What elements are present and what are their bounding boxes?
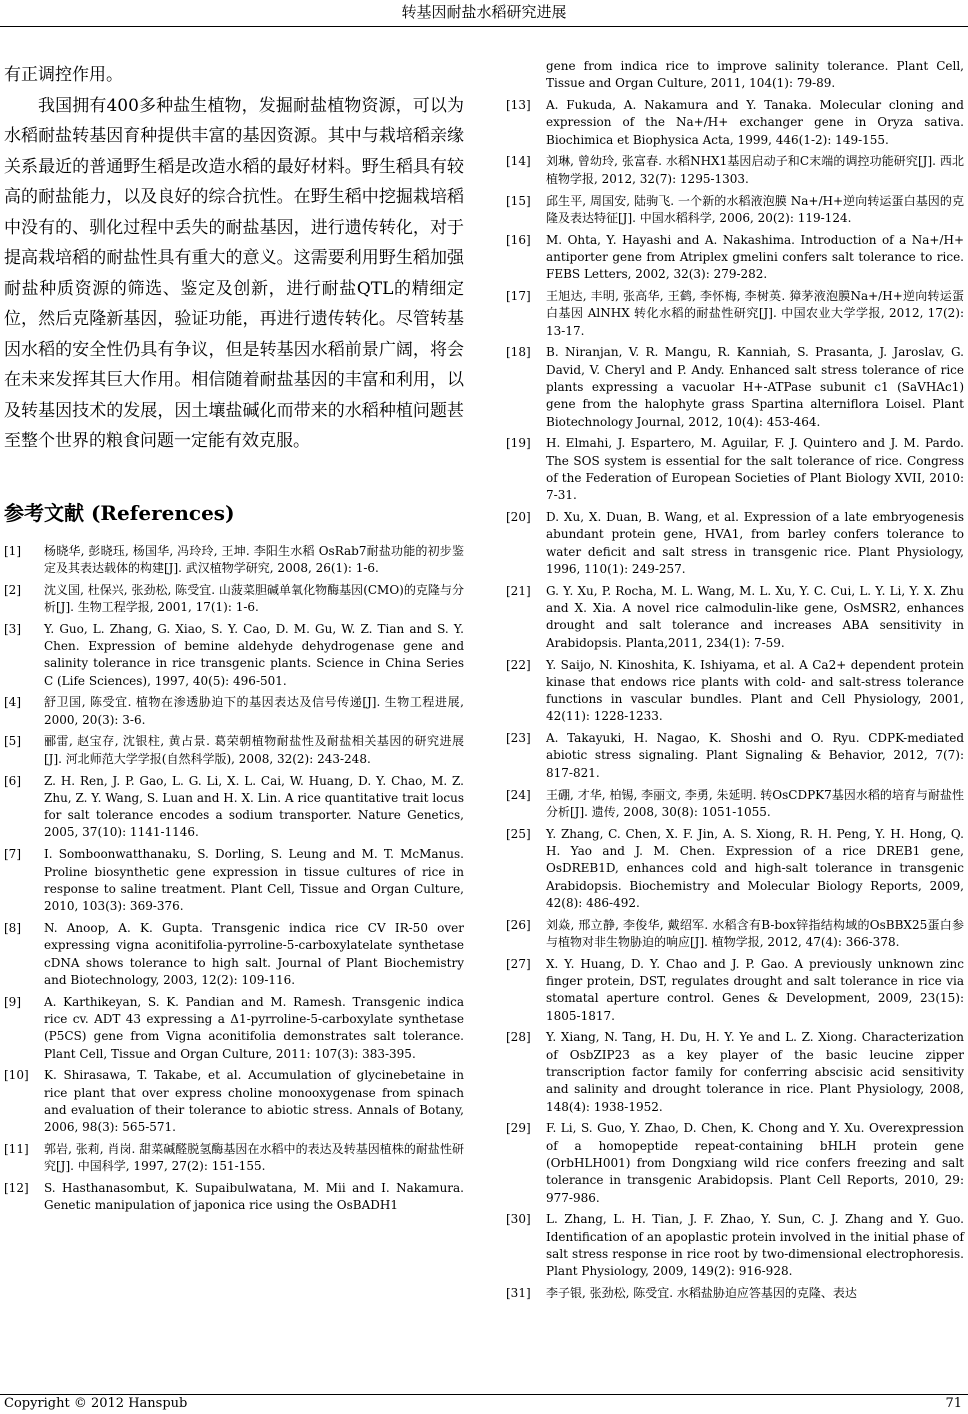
reference-number: [24] [506, 787, 531, 802]
reference-number: [20] [506, 510, 531, 525]
reference-item [506, 288, 964, 340]
reference-number: [16] [506, 232, 531, 247]
reference-text: Z. H. Ren, J. P. Gao, L. G. Li, X. L. Cai, W. Huang, D. Y. Chao, M. Z. Zhu, Z. Y. Wang, S. Luan and H. X. Lin. A rice quantitative trait locus for salt tolerance encodes a sodium transporter. Nature Genetics, 2005, 37(10): 1141-1146. [44, 773, 464, 840]
reference-text: 刘琳, 曾幼玲, 张富春. 水稻NHX1基因启动子和C末端的调控功能研究[J]. 西北植物学报, 2012, 32(7): 1295-1303. [546, 154, 964, 186]
reference-item [4, 994, 464, 1063]
body-text [4, 60, 464, 457]
reference-text: S. Hasthanasombut, K. Supaibulwatana, M. Mii and I. Nakamura. Genetic manipulation of japonica rice using the OsBADH1 [44, 1181, 464, 1213]
reference-number: [4] [4, 695, 21, 710]
body-paragraph-2: 我国拥有400多种盐生植物，发掘耐盐植物资源，可以为水稻耐盐转基因育种提供丰富的基因资源。其中与栽培稻亲缘关系最近的普通野生稻是改造水稻的最好材料。野生稻具有较高的耐盐能力，以及良好的综合抗性。在野生稻中挖掘栽培稻中没有的、驯化过程中丢失的耐盐基因，进行遗传转化，对于提高栽培稻的耐盐性具有重大的意义。这需要利用野生稻加强耐盐种质资源的筛选、鉴定及创新，进行耐盐QTL的精细定位，然后克隆新基因，验证功能，再进行遗传转化。尽管转基因水稻的安全性仍具有争议，但是转基因水稻前景广阔，将会在未来发挥其巨大作用。相信随着耐盐基因的丰富和利用，以及转基因技术的发展，因土壤盐碱化而带来的水稻种植问题甚至整个世界的粮食问题一定能有效克服。 [4, 95, 464, 451]
reference-text: 刘焱, 邢立静, 李俊华, 戴绍军. 水稻含有B-box锌指结构域的OsBBX25蛋白参与植物对非生物胁迫的响应[J]. 植物学报, 2012, 47(4): 366-378. [546, 917, 964, 949]
reference-text: Y. Guo, L. Zhang, G. Xiao, S. Y. Cao, D. M. Gu, W. Z. Tian and S. Y. Chen. Expression of bemine aldehyde dehydrogenase gene and salinity tolerance in rice transgenic plants. Science in China Series C (Life Sciences), 1997, 40(5): 496-501. [44, 621, 464, 688]
reference-item [4, 543, 464, 578]
reference-item [4, 1067, 464, 1136]
reference-number: [31] [506, 1286, 531, 1301]
references-heading: 参考文献 (References) [4, 500, 235, 525]
reference-item [4, 621, 464, 690]
reference-number: [12] [4, 1181, 29, 1196]
reference-item [506, 917, 964, 952]
reference-number: [30] [506, 1212, 531, 1227]
reference-item [4, 733, 464, 768]
reference-number: [3] [4, 621, 21, 636]
body-paragraph-1: 有正调控作用。 [4, 65, 123, 85]
reference-item [4, 920, 464, 989]
reference-item [506, 1120, 964, 1206]
reference-text: 杨晓华, 彭晓珏, 杨国华, 冯玲玲, 王坤. 李阳生水稻 OsRab7耐盐功能的初步鉴定及其表达载体的构建[J]. 武汉植物学研究, 2008, 26(1): 1-6. [44, 543, 464, 575]
reference-number: [1] [4, 543, 21, 558]
reference-text: 李子银, 张劲松, 陈受宜. 水稻盐胁迫应答基因的克隆、表达 [546, 1286, 857, 1301]
reference-text: 王旭达, 丰明, 张高华, 王鹤, 李怀梅, 李树英. 獐茅液泡膜Na+/H+逆向转运蛋白基因 AlNHX 转化水稻的耐盐性研究[J]. 中国农业大学学报, 2012, 17(2): 13-17. [546, 289, 964, 338]
reference-item [4, 582, 464, 617]
reference-number: [18] [506, 345, 531, 360]
reference-item [506, 1285, 964, 1302]
reference-text: X. Y. Huang, D. Y. Chao and J. P. Gao. A previously unknown zinc finger protein, DST, regulates drought and salt tolerance in rice via stomatal aperture control. Genes & Development, 2009, 23(15): 1805-1817. [546, 956, 964, 1023]
reference-text: A. Fukuda, A. Nakamura and Y. Tanaka. Molecular cloning and expression of the Na+/H+ exchanger gene in Oryza sativa. Biochimica et Biophysica Acta, 1999, 446(1-2): 149-155. [546, 98, 964, 147]
reference-number: [10] [4, 1068, 29, 1083]
reference-item [4, 773, 464, 842]
reference-number: [25] [506, 826, 531, 841]
reference-text: B. Niranjan, V. R. Mangu, R. Kanniah, S. Prasanta, J. Jaroslav, G. David, V. Cheryl and P. Andy. Enhanced salt stress tolerance of rice plants expressing a vacuolar H+-ATPase subunit c1 (SaVHAc1) gene from the halophyte grass Spartina alterniflora Loisel. Plant Biotechnology Journal, 2012, 10(4): 453-464. [546, 345, 964, 429]
reference-number: [26] [506, 917, 531, 932]
reference-number: [14] [506, 154, 531, 169]
reference-text: 郦雷, 赵宝存, 沈银柱, 黄占景. 葛荣朝植物耐盐性及耐盐相关基因的研究进展[J]. 河北师范大学学报(自然科学版), 2008, 32(2): 243-248. [44, 734, 464, 766]
reference-item [506, 826, 964, 912]
running-title: 转基因耐盐水稻研究进展 [401, 3, 567, 21]
reference-number: [8] [4, 920, 21, 935]
header-rule [0, 26, 968, 27]
reference-text: Y. Saijo, N. Kinoshita, K. Ishiyama, et al. A Ca2+ dependent protein kinase that endows rice plants with cold- and salt-stress tolerance functions in vascular bundles. Plant and Cell Physiology, 2001, 42(11): 1228-1233. [546, 657, 964, 724]
reference-item [506, 956, 964, 1025]
reference-number: [28] [506, 1030, 531, 1045]
reference-number: [5] [4, 734, 21, 749]
reference-item [506, 193, 964, 228]
reference-item [506, 583, 964, 652]
left-column [4, 60, 464, 1219]
reference-item [506, 787, 964, 822]
reference-text: 邱生平, 周国安, 陆驹飞. 一个新的水稻液泡膜 Na+/H+逆向转运蛋白基因的克隆及表达特征[J]. 中国水稻科学, 2006, 20(2): 119-124. [546, 193, 964, 225]
reference-text: D. Xu, X. Duan, B. Wang, et al. Expression of a late embryogenesis abundant protein gene, HVA1, from barley confers tolerance to water deficit and salt stress in transgenic rice. Plant Physiology, 1996, 110(1): 249-257. [546, 510, 964, 577]
reference-number: [15] [506, 193, 531, 208]
reference-number: [19] [506, 436, 531, 451]
reference-item [506, 1211, 964, 1280]
reference-text: 王硼, 才华, 柏锡, 李丽文, 李勇, 朱延明. 转OsCDPK7基因水稻的培育与耐盐性分析[J]. 遗传, 2008, 30(8): 1051-1055. [546, 787, 964, 819]
reference-number: [2] [4, 582, 21, 597]
reference-number: [29] [506, 1121, 531, 1136]
reference-number [506, 58, 546, 93]
reference-number: [6] [4, 773, 21, 788]
reference-number: [11] [4, 1142, 29, 1156]
reference-number: [17] [506, 289, 531, 304]
reference-list-left [4, 543, 464, 1215]
reference-number: [21] [506, 583, 531, 598]
reference-number: [7] [4, 847, 21, 862]
reference-text: G. Y. Xu, P. Rocha, M. L. Wang, M. L. Xu, Y. C. Cui, L. Y. Li, Y. X. Zhu and X. Xia. A novel rice calmodulin-like gene, OsMSR2, enhances drought and salt tolerance and increases ABA sensitivity in Arabidopsis. Planta,2011, 234(1): 7-59. [546, 583, 964, 650]
reference-item [4, 1141, 464, 1176]
reference-text: gene from indica rice to improve salinity tolerance. Plant Cell, Tissue and Organ Culture, 2011, 104(1): 79-89. [546, 59, 964, 91]
reference-item [506, 657, 964, 726]
reference-number: [23] [506, 731, 531, 746]
reference-item [4, 846, 464, 915]
reference-text: 舒卫国, 陈受宜. 植物在渗透胁迫下的基因表达及信号传递[J]. 生物工程进展, 2000, 20(3): 3-6. [44, 695, 464, 727]
reference-text: M. Ohta, Y. Hayashi and A. Nakashima. Introduction of a Na+/H+ antiporter gene from Atriplex gmelini confers salt tolerance to rice. FEBS Letters, 2002, 32(3): 279-282. [546, 232, 964, 282]
reference-text: L. Zhang, L. H. Tian, J. F. Zhao, Y. Sun, C. J. Zhang and Y. Guo. Identification of an apoplastic protein involved in the initial phase of salt stress response in rice root by two-dimensional electrophoresis. Plant Physiology, 2009, 149(2): 916-928. [546, 1212, 964, 1279]
reference-number: [9] [4, 994, 21, 1009]
reference-item [506, 509, 964, 578]
reference-item [506, 435, 964, 504]
reference-number: [27] [506, 956, 531, 971]
reference-item [506, 58, 964, 93]
reference-item [506, 97, 964, 149]
reference-text: Y. Zhang, C. Chen, X. F. Jin, A. S. Xiong, R. H. Peng, Y. H. Hong, Q. H. Yao and J. M. Chen. Expression of a rice DREB1 gene, OsDREB1D, enhances cold and high-salt tolerance in transgenic Arabidopsis. Biochemistry and Molecular Biology Reports, 2009, 42(8): 486-492. [546, 826, 964, 910]
reference-item [4, 694, 464, 729]
reference-item [506, 153, 964, 188]
reference-text: A. Takayuki, H. Nagao, K. Shoshi and O. Ryu. CDPK-mediated abiotic stress signaling. Plant Signaling & Behavior, 2012, 7(7): 817-821. [546, 731, 964, 780]
reference-item [506, 1029, 964, 1115]
reference-text: N. Anoop, A. K. Gupta. Transgenic indica rice CV IR-50 over expressing vigna aconitifolia-pyrroline-5-carboxylatelate synthetase cDNA shows tolerance to high salt. Journal of Plant Biochemistry and Biotechnology, 2003, 12(2): 109-116. [44, 920, 464, 987]
reference-item [506, 344, 964, 430]
footer-copyright: Copyright © 2012 Hanspub [4, 1396, 188, 1411]
reference-item [506, 232, 964, 284]
reference-text: K. Shirasawa, T. Takabe, et al. Accumulation of glycinebetaine in rice plant that over express choline monooxygenase from spinach and evaluation of their tolerance to abiotic stress. Annals of Botany, 2006, 98(3): 565-571. [44, 1068, 464, 1135]
reference-text: A. Karthikeyan, S. K. Pandian and M. Ramesh. Transgenic indica rice cv. ADT 43 expressing a Δ1-pyrroline-5-carboxylate synthetase (P5CS) gene from Vigna aconitifolia demonstrates salt tolerance. Plant Cell, Tissue and Organ Culture, 2011: 107(3): 383-395. [44, 994, 464, 1061]
reference-text: F. Li, S. Guo, Y. Zhao, D. Chen, K. Chong and Y. Xu. Overexpression of a homopeptide repeat-containing bHLH protein gene (OrbHLH001) from Dongxiang wild rice confers freezing and salt tolerance in transgenic Arabidopsis. Plant Cell Reports, 2010, 29: 977-986. [546, 1121, 964, 1205]
reference-item [4, 1180, 464, 1215]
reference-text: I. Somboonwatthanaku, S. Dorling, S. Leung and M. T. McManus. Proline biosynthetic gene expression in tissue cultures of rice in response to saline treatment. Plant Cell, Tissue and Organ Culture, 2010, 103(3): 369-376. [44, 847, 464, 914]
reference-text: Y. Xiang, N. Tang, H. Du, H. Y. Ye and L. Z. Xiong. Characterization of OsbZIP23 as a key player of the basic leucine zipper transcription factor family for conferring abscisic acid sensitivity and salinity and drought tolerance in rice. Plant Physiology, 2008, 148(4): 1938-1952. [546, 1030, 964, 1114]
page-number: 71 [945, 1396, 962, 1411]
reference-item [506, 730, 964, 782]
reference-text: 郭岩, 张莉, 肖岗. 甜菜碱醛脱氢酶基因在水稻中的表达及转基因植株的耐盐性研究[J]. 中国科学, 1997, 27(2): 151-155. [44, 1142, 464, 1174]
reference-text: 沈义国, 杜保兴, 张劲松, 陈受宜. 山菠菜胆碱单氧化物酶基因(CMO)的克隆与分析[J]. 生物工程学报, 2001, 17(1): 1-6. [44, 582, 464, 614]
reference-number: [22] [506, 657, 531, 672]
reference-number: [13] [506, 98, 531, 113]
reference-list-right [506, 58, 964, 1302]
right-column [506, 58, 964, 1307]
reference-text: H. Elmahi, J. Espartero, M. Aguilar, F. J. Quintero and J. M. Pardo. The SOS system is essential for the salt tolerance of rice. Congress of the Federation of European Societies of Plant Biology XVII, 2010: 7-31. [546, 436, 964, 503]
